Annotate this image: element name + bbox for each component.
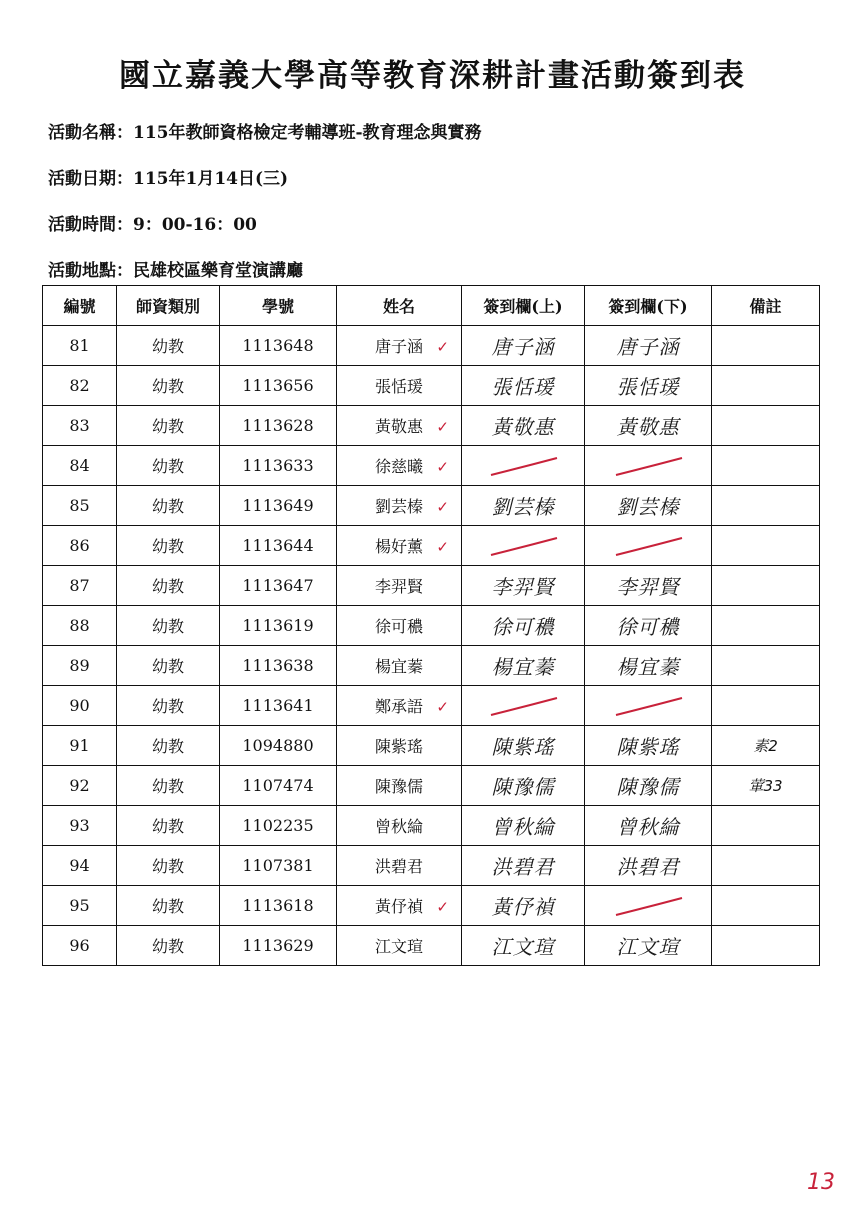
row-remark <box>712 326 820 366</box>
row-remark <box>712 766 820 806</box>
table-row <box>43 526 820 566</box>
signature: 陳紫瑤 <box>616 735 680 759</box>
row-name <box>337 726 462 766</box>
row-sign-pm <box>585 686 712 726</box>
absent-slash-mark <box>608 693 688 719</box>
table-row <box>43 726 820 766</box>
row-student-id: 1113644 <box>220 526 337 566</box>
signature: 江文瑄 <box>491 935 555 959</box>
row-category: 幼教 <box>117 486 220 526</box>
row-sign-am <box>462 526 585 566</box>
row-student-id: 1113647 <box>220 566 337 606</box>
row-student-id: 1113656 <box>220 366 337 406</box>
signature: 黃伃禎 <box>491 895 555 919</box>
row-no: 92 <box>43 766 117 806</box>
row-sign-pm <box>585 846 712 886</box>
row-student-id: 1113638 <box>220 646 337 686</box>
row-remark <box>712 606 820 646</box>
row-sign-am <box>462 366 585 406</box>
activity-date: 活動日期：115年1月14日(三) <box>48 169 289 189</box>
row-name <box>337 566 462 606</box>
row-student-id: 1113648 <box>220 326 337 366</box>
signature: 徐可穠 <box>491 615 555 639</box>
signature: 陳豫儒 <box>491 775 555 799</box>
student-name: 陳紫瑤 <box>374 737 423 756</box>
row-sign-am <box>462 326 585 366</box>
table-row <box>43 566 820 606</box>
header-remark: 備註 <box>712 286 820 326</box>
header-no: 編號 <box>43 286 117 326</box>
student-name: 洪碧君 <box>374 857 423 876</box>
table-row <box>43 686 820 726</box>
signature: 洪碧君 <box>616 855 680 879</box>
signature: 李羿賢 <box>616 575 680 599</box>
row-sign-pm <box>585 806 712 846</box>
row-name <box>337 366 462 406</box>
row-category: 幼教 <box>117 606 220 646</box>
row-name <box>337 806 462 846</box>
row-sign-pm <box>585 446 712 486</box>
absent-slash-mark <box>483 533 563 559</box>
student-name: 唐子涵 <box>374 337 423 356</box>
row-sign-am <box>462 646 585 686</box>
student-name: 徐慈曦 <box>374 457 423 476</box>
row-sign-am <box>462 486 585 526</box>
row-category: 幼教 <box>117 726 220 766</box>
row-no: 89 <box>43 646 117 686</box>
check-mark: ✓ <box>436 898 449 916</box>
row-category: 幼教 <box>117 406 220 446</box>
row-category: 幼教 <box>117 366 220 406</box>
row-category: 幼教 <box>117 766 220 806</box>
signature: 李羿賢 <box>491 575 555 599</box>
table-row <box>43 406 820 446</box>
row-remark <box>712 806 820 846</box>
table-row <box>43 366 820 406</box>
row-name <box>337 406 462 446</box>
absent-slash-mark <box>608 533 688 559</box>
row-category: 幼教 <box>117 686 220 726</box>
row-name <box>337 326 462 366</box>
student-name: 李羿賢 <box>374 577 423 596</box>
signature: 黃敬惠 <box>491 415 555 439</box>
student-name: 黃敬惠 <box>374 417 423 436</box>
row-student-id: 1113628 <box>220 406 337 446</box>
row-remark <box>712 886 820 926</box>
signature: 徐可穠 <box>616 615 680 639</box>
sign-in-table <box>42 285 820 966</box>
row-student-id: 1107474 <box>220 766 337 806</box>
row-student-id: 1113619 <box>220 606 337 646</box>
signature: 曾秋綸 <box>616 815 680 839</box>
signature: 曾秋綸 <box>491 815 555 839</box>
row-student-id: 1113629 <box>220 926 337 966</box>
row-remark <box>712 406 820 446</box>
student-name: 徐可穠 <box>374 617 423 636</box>
remark-note: 葷33 <box>748 777 783 795</box>
row-name <box>337 606 462 646</box>
row-no: 90 <box>43 686 117 726</box>
row-sign-pm <box>585 726 712 766</box>
row-sign-am <box>462 726 585 766</box>
row-remark <box>712 646 820 686</box>
activity-name: 活動名稱：115年教師資格檢定考輔導班-教育理念與實務 <box>48 123 482 143</box>
row-no: 87 <box>43 566 117 606</box>
student-name: 楊宜蓁 <box>374 657 423 676</box>
row-student-id: 1113618 <box>220 886 337 926</box>
row-name <box>337 446 462 486</box>
table-row <box>43 326 820 366</box>
row-no: 88 <box>43 606 117 646</box>
check-mark: ✓ <box>436 538 449 556</box>
table-row <box>43 806 820 846</box>
signature: 張恬瑗 <box>491 375 555 399</box>
row-sign-am <box>462 446 585 486</box>
signature: 江文瑄 <box>616 935 680 959</box>
row-remark <box>712 366 820 406</box>
row-category: 幼教 <box>117 326 220 366</box>
row-student-id: 1113641 <box>220 686 337 726</box>
row-student-id: 1113633 <box>220 446 337 486</box>
row-no: 96 <box>43 926 117 966</box>
header-name: 姓名 <box>337 286 462 326</box>
row-sign-pm <box>585 606 712 646</box>
row-remark <box>712 486 820 526</box>
check-mark: ✓ <box>436 698 449 716</box>
page-title: 國立嘉義大學高等教育深耕計畫活動簽到表 <box>119 58 746 94</box>
signature: 張恬瑗 <box>616 375 680 399</box>
row-category: 幼教 <box>117 886 220 926</box>
student-name: 張恬瑗 <box>374 377 423 396</box>
table-row <box>43 606 820 646</box>
row-no: 91 <box>43 726 117 766</box>
row-category: 幼教 <box>117 566 220 606</box>
header-row <box>43 286 820 326</box>
header-sign-am: 簽到欄(上) <box>462 286 585 326</box>
signature: 楊宜蓁 <box>491 655 555 679</box>
row-sign-pm <box>585 766 712 806</box>
header-category: 師資類別 <box>117 286 220 326</box>
check-mark: ✓ <box>436 458 449 476</box>
row-sign-pm <box>585 926 712 966</box>
row-sign-pm <box>585 646 712 686</box>
row-category: 幼教 <box>117 846 220 886</box>
table-row <box>43 766 820 806</box>
check-mark: ✓ <box>436 498 449 516</box>
row-name <box>337 526 462 566</box>
row-category: 幼教 <box>117 806 220 846</box>
row-student-id: 1107381 <box>220 846 337 886</box>
row-remark <box>712 846 820 886</box>
row-sign-am <box>462 846 585 886</box>
row-sign-am <box>462 886 585 926</box>
student-name: 江文瑄 <box>374 937 423 956</box>
row-sign-am <box>462 606 585 646</box>
signature: 洪碧君 <box>491 855 555 879</box>
absent-slash-mark <box>608 453 688 479</box>
row-sign-pm <box>585 406 712 446</box>
check-mark: ✓ <box>436 338 449 356</box>
row-remark <box>712 526 820 566</box>
row-no: 95 <box>43 886 117 926</box>
row-no: 81 <box>43 326 117 366</box>
row-sign-pm <box>585 526 712 566</box>
row-remark <box>712 726 820 766</box>
row-sign-pm <box>585 486 712 526</box>
row-student-id: 1102235 <box>220 806 337 846</box>
row-no: 82 <box>43 366 117 406</box>
activity-time: 活動時間：9：00-16：00 <box>48 215 257 235</box>
row-name <box>337 886 462 926</box>
table-row <box>43 446 820 486</box>
absent-slash-mark <box>483 453 563 479</box>
row-sign-pm <box>585 566 712 606</box>
header-student-id: 學號 <box>220 286 337 326</box>
row-sign-am <box>462 766 585 806</box>
signature: 劉芸榛 <box>616 495 680 519</box>
signature: 陳紫瑤 <box>491 735 555 759</box>
signature: 劉芸榛 <box>491 495 555 519</box>
row-student-id: 1094880 <box>220 726 337 766</box>
row-no: 86 <box>43 526 117 566</box>
row-category: 幼教 <box>117 646 220 686</box>
row-student-id: 1113649 <box>220 486 337 526</box>
row-no: 93 <box>43 806 117 846</box>
absent-slash-mark <box>483 693 563 719</box>
row-category: 幼教 <box>117 526 220 566</box>
absent-slash-mark <box>608 893 688 919</box>
row-sign-am <box>462 566 585 606</box>
row-remark <box>712 686 820 726</box>
row-category: 幼教 <box>117 446 220 486</box>
signature: 唐子涵 <box>491 335 555 359</box>
row-category: 幼教 <box>117 926 220 966</box>
student-name: 曾秋綸 <box>374 817 423 836</box>
signature: 唐子涵 <box>616 335 680 359</box>
row-no: 94 <box>43 846 117 886</box>
row-remark <box>712 446 820 486</box>
row-no: 84 <box>43 446 117 486</box>
student-name: 陳豫儒 <box>374 777 423 796</box>
table-row <box>43 486 820 526</box>
student-name: 黃伃禎 <box>374 897 423 916</box>
table-row <box>43 926 820 966</box>
row-sign-am <box>462 406 585 446</box>
header-sign-pm: 簽到欄(下) <box>585 286 712 326</box>
row-sign-pm <box>585 366 712 406</box>
table-row <box>43 846 820 886</box>
signature: 陳豫儒 <box>616 775 680 799</box>
row-sign-am <box>462 806 585 846</box>
row-no: 85 <box>43 486 117 526</box>
row-name <box>337 686 462 726</box>
row-name <box>337 766 462 806</box>
signature: 黃敬惠 <box>616 415 680 439</box>
row-name <box>337 926 462 966</box>
check-mark: ✓ <box>436 418 449 436</box>
row-name <box>337 646 462 686</box>
activity-place: 活動地點：民雄校區樂育堂演講廳 <box>48 261 303 281</box>
table-row <box>43 646 820 686</box>
table-row <box>43 886 820 926</box>
student-name: 鄭承語 <box>374 697 423 716</box>
student-name: 楊好薰 <box>374 537 423 556</box>
remark-note: 素2 <box>753 737 778 755</box>
row-sign-pm <box>585 886 712 926</box>
row-sign-pm <box>585 326 712 366</box>
row-remark <box>712 926 820 966</box>
row-no: 83 <box>43 406 117 446</box>
row-sign-am <box>462 686 585 726</box>
page-number: 13 <box>807 1170 835 1195</box>
student-name: 劉芸榛 <box>374 497 423 516</box>
row-remark <box>712 566 820 606</box>
row-name <box>337 846 462 886</box>
row-name <box>337 486 462 526</box>
row-sign-am <box>462 926 585 966</box>
signature: 楊宜蓁 <box>616 655 680 679</box>
